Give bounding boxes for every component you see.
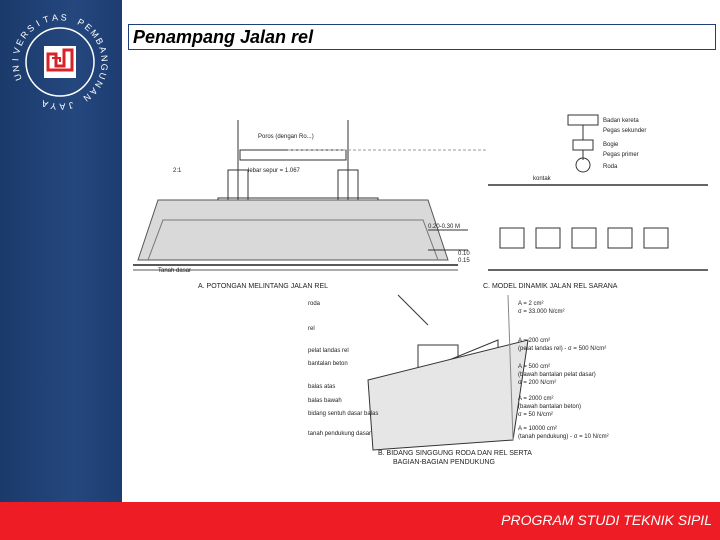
sleeper-mass-3 <box>572 228 596 248</box>
tanah-pendukung-label: tanah pendukung dasar <box>308 431 372 437</box>
logo-letter: A <box>40 98 50 110</box>
bidang-sentuh-label: bidang sentuh dasar balas <box>308 411 379 417</box>
area-4: A = 2000 cm² <box>518 396 554 402</box>
area-5b: (tanah pendukung) - σ = 10 N/cm² <box>518 434 609 440</box>
logo-letter: I <box>34 18 42 29</box>
logo-letter: Y <box>49 100 58 112</box>
lebar-sepur-label: lebar sepur = 1.067 <box>248 168 300 174</box>
sidebar <box>0 0 122 502</box>
logo-letter: P <box>75 16 86 29</box>
panel-a-cross-section <box>133 120 488 270</box>
slide-title: Penampang Jalan rel <box>133 27 314 47</box>
railway-cross-section-figure <box>128 110 716 492</box>
logo-letter: T <box>41 13 51 26</box>
dim-3: 0.15 <box>458 258 470 264</box>
angle-label: 2:1 <box>173 168 182 174</box>
logo-letter: R <box>18 29 31 41</box>
area-3c: σ = 200 N/cm² <box>518 380 557 386</box>
panel-b-contact-surfaces <box>368 295 528 450</box>
logo-letter: U <box>12 72 24 82</box>
dim-1: 0.20-0.30 M <box>428 224 461 230</box>
sleeper-mass-2 <box>536 228 560 248</box>
bogie-label: Bogie <box>603 142 619 148</box>
logo-letter: G <box>98 63 110 72</box>
logo-letter: A <box>97 45 109 54</box>
logo-letter: M <box>88 27 101 40</box>
logo-letter: B <box>93 36 106 47</box>
wheel-contact <box>398 295 428 325</box>
logo-letter: N <box>99 54 110 62</box>
dim-2: 0.10 <box>458 251 470 257</box>
logo-letter: J <box>67 99 75 111</box>
panel-c-caption: C. MODEL DINAMIK JALAN REL SARANA <box>483 283 618 290</box>
area-1: A = 2 cm² <box>518 301 544 307</box>
panel-b-caption-1: B. BIDANG SINGGUNG RODA DAN REL SERTA <box>378 450 532 457</box>
panel-a-caption: A. POTONGAN MELINTANG JALAN REL <box>198 283 329 290</box>
sleeper-mass-5 <box>644 228 668 248</box>
roda-c-label: Roda <box>603 164 618 170</box>
logo-letter: N <box>92 78 105 90</box>
logo-letter: N <box>10 64 22 73</box>
title-box <box>128 24 716 50</box>
sleeper-mass-1 <box>500 228 524 248</box>
logo-letter: U <box>96 71 109 81</box>
ballast-layer <box>138 200 448 260</box>
bantalan-label: bantalan beton <box>308 361 348 367</box>
balas-atas-label: balas atas <box>308 384 336 390</box>
area-5: A = 10000 cm² <box>518 426 557 432</box>
logo-letter: E <box>14 37 26 48</box>
kontak-label: kontak <box>533 176 551 182</box>
roda-label: roda <box>308 301 321 307</box>
panel-c-dynamic-model <box>488 115 708 270</box>
area-4b: (bawah bantalan beton) <box>518 404 582 410</box>
bogie <box>573 140 593 150</box>
logo-letter: A <box>87 85 100 97</box>
ballast-pyramid <box>368 340 528 450</box>
area-2: A = 200 cm² <box>518 338 551 344</box>
car-body <box>568 115 598 125</box>
pegas-primer-label: Pegas primer <box>603 152 639 158</box>
area-2b: (pelat landas rel) - σ = 500 N/cm² <box>518 346 607 352</box>
pelat-landas-label: pelat landas rel <box>308 348 349 354</box>
axle <box>240 150 346 160</box>
sleeper-mass-4 <box>608 228 632 248</box>
area-3b: (bawah bantalan pelat dasar) <box>518 372 596 378</box>
logo-letter: N <box>81 91 93 104</box>
logo-letter: E <box>82 21 94 34</box>
footer-program-label: PROGRAM STUDI TEKNIK SIPIL <box>501 512 712 528</box>
logo-letter: I <box>10 58 21 62</box>
pegas-sekunder-label: Pegas sekunder <box>603 128 647 134</box>
logo-letter: S <box>25 22 37 35</box>
rel-label: rel <box>308 326 315 332</box>
university-logo <box>4 6 116 118</box>
logo-letter: S <box>60 12 68 23</box>
footer-bar <box>0 502 720 540</box>
tanah-dasar-label: Tanah dasar <box>158 268 192 274</box>
badan-kereta-label: Badan kereta <box>603 118 639 124</box>
logo-letter: A <box>59 101 66 112</box>
wheel-model <box>576 158 590 172</box>
balas-bawah-label: balas bawah <box>308 398 342 404</box>
area-1b: σ = 33.000 N/cm² <box>518 309 565 315</box>
area-3: A = 500 cm² <box>518 364 551 370</box>
logo-letter: A <box>51 12 59 23</box>
poros-label: Poros (dengan Ro...) <box>258 134 314 140</box>
area-4c: σ = 50 N/cm² <box>518 412 553 418</box>
panel-b-caption-2: BAGIAN-BAGIAN PENDUKUNG <box>393 459 495 466</box>
logo-letter: V <box>11 46 23 56</box>
